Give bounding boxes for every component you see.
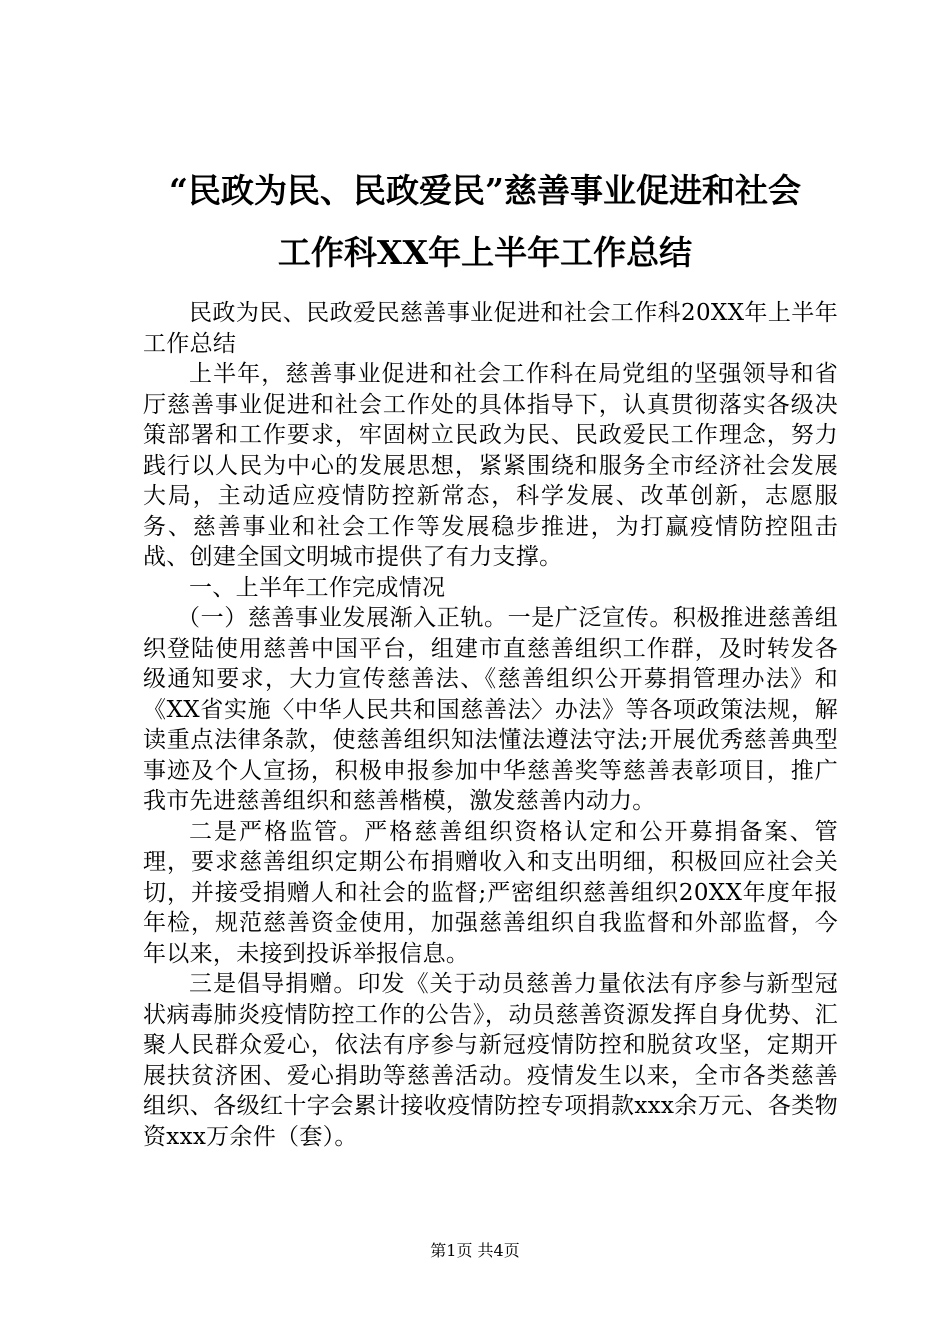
title-line-2: 工作科XX年上半年工作总结 [277,233,693,272]
intro-paragraph: 上半年，慈善事业促进和社会工作科在局党组的坚强领导和省厅慈善事业促进和社会工作处的具体指导下，认真贯彻落实各级决策部署和工作要求，牢固树立民政为民、民政爱民工作理念，努力践行以人民为中心的发展思想，紧紧围绕和服务全市经济社会发展大局，主动适应疫情防控新常态，科学发展、改革创新，志愿服务、慈善事业和社会工作等发展稳步推进，为打赢疫情防控阻击战、创建全国文明城市提供了有力支撑。 [143,361,838,570]
section-heading: 一、上半年工作完成情况 [189,574,446,601]
subtitle-paragraph: 民政为民、民政爱民慈善事业促进和社会工作科20XX年上半年工作总结 [143,300,838,357]
page-footer: 第1页 共4页 [430,1241,520,1260]
document-body [143,298,838,1152]
document-title [100,160,870,284]
charity-development-paragraph: （一）慈善事业发展渐入正轨。一是广泛宣传。积极推进慈善组织登陆使用慈善中国平台，组建市直慈善组织工作群，及时转发各级通知要求，大力宣传慈善法、《慈善组织公开募捐管理办法》和《XX省实施〈中华人民共和国慈善法〉办法》等各项政策法规，解读重点法律条款，使慈善组织知法懂法遵法守法;开展优秀慈善典型事迹及个人宣扬，积极申报参加中华慈善奖等慈善表彰项目，推广我市先进慈善组织和慈善楷模，激发慈善内动力。 [143,605,838,814]
title-line-1: “民政为民、民政爱民”慈善事业促进和社会 [169,171,801,210]
supervision-paragraph: 二是严格监管。严格慈善组织资格认定和公开募捐备案、管理，要求慈善组织定期公布捐赠收入和支出明细，积极回应社会关切，并接受捐赠人和社会的监督;严密组织慈善组织20XX年度年报年检，规范慈善资金使用，加强慈善组织自我监督和外部监督，今年以来，未接到投诉举报信息。 [143,818,838,967]
donation-paragraph: 三是倡导捐赠。印发《关于动员慈善力量依法有序参与新型冠状病毒肺炎疫情防控工作的公告》，动员慈善资源发挥自身优势、汇聚人民群众爱心，依法有序参与新冠疫情防控和脱贫攻坚，定期开展扶贫济困、爱心捐助等慈善活动。疫情发生以来，全市各类慈善组织、各级红十字会累计接收疫情防控专项捐款xxx余万元、各类物资xxx万余件（套）。 [143,971,838,1150]
